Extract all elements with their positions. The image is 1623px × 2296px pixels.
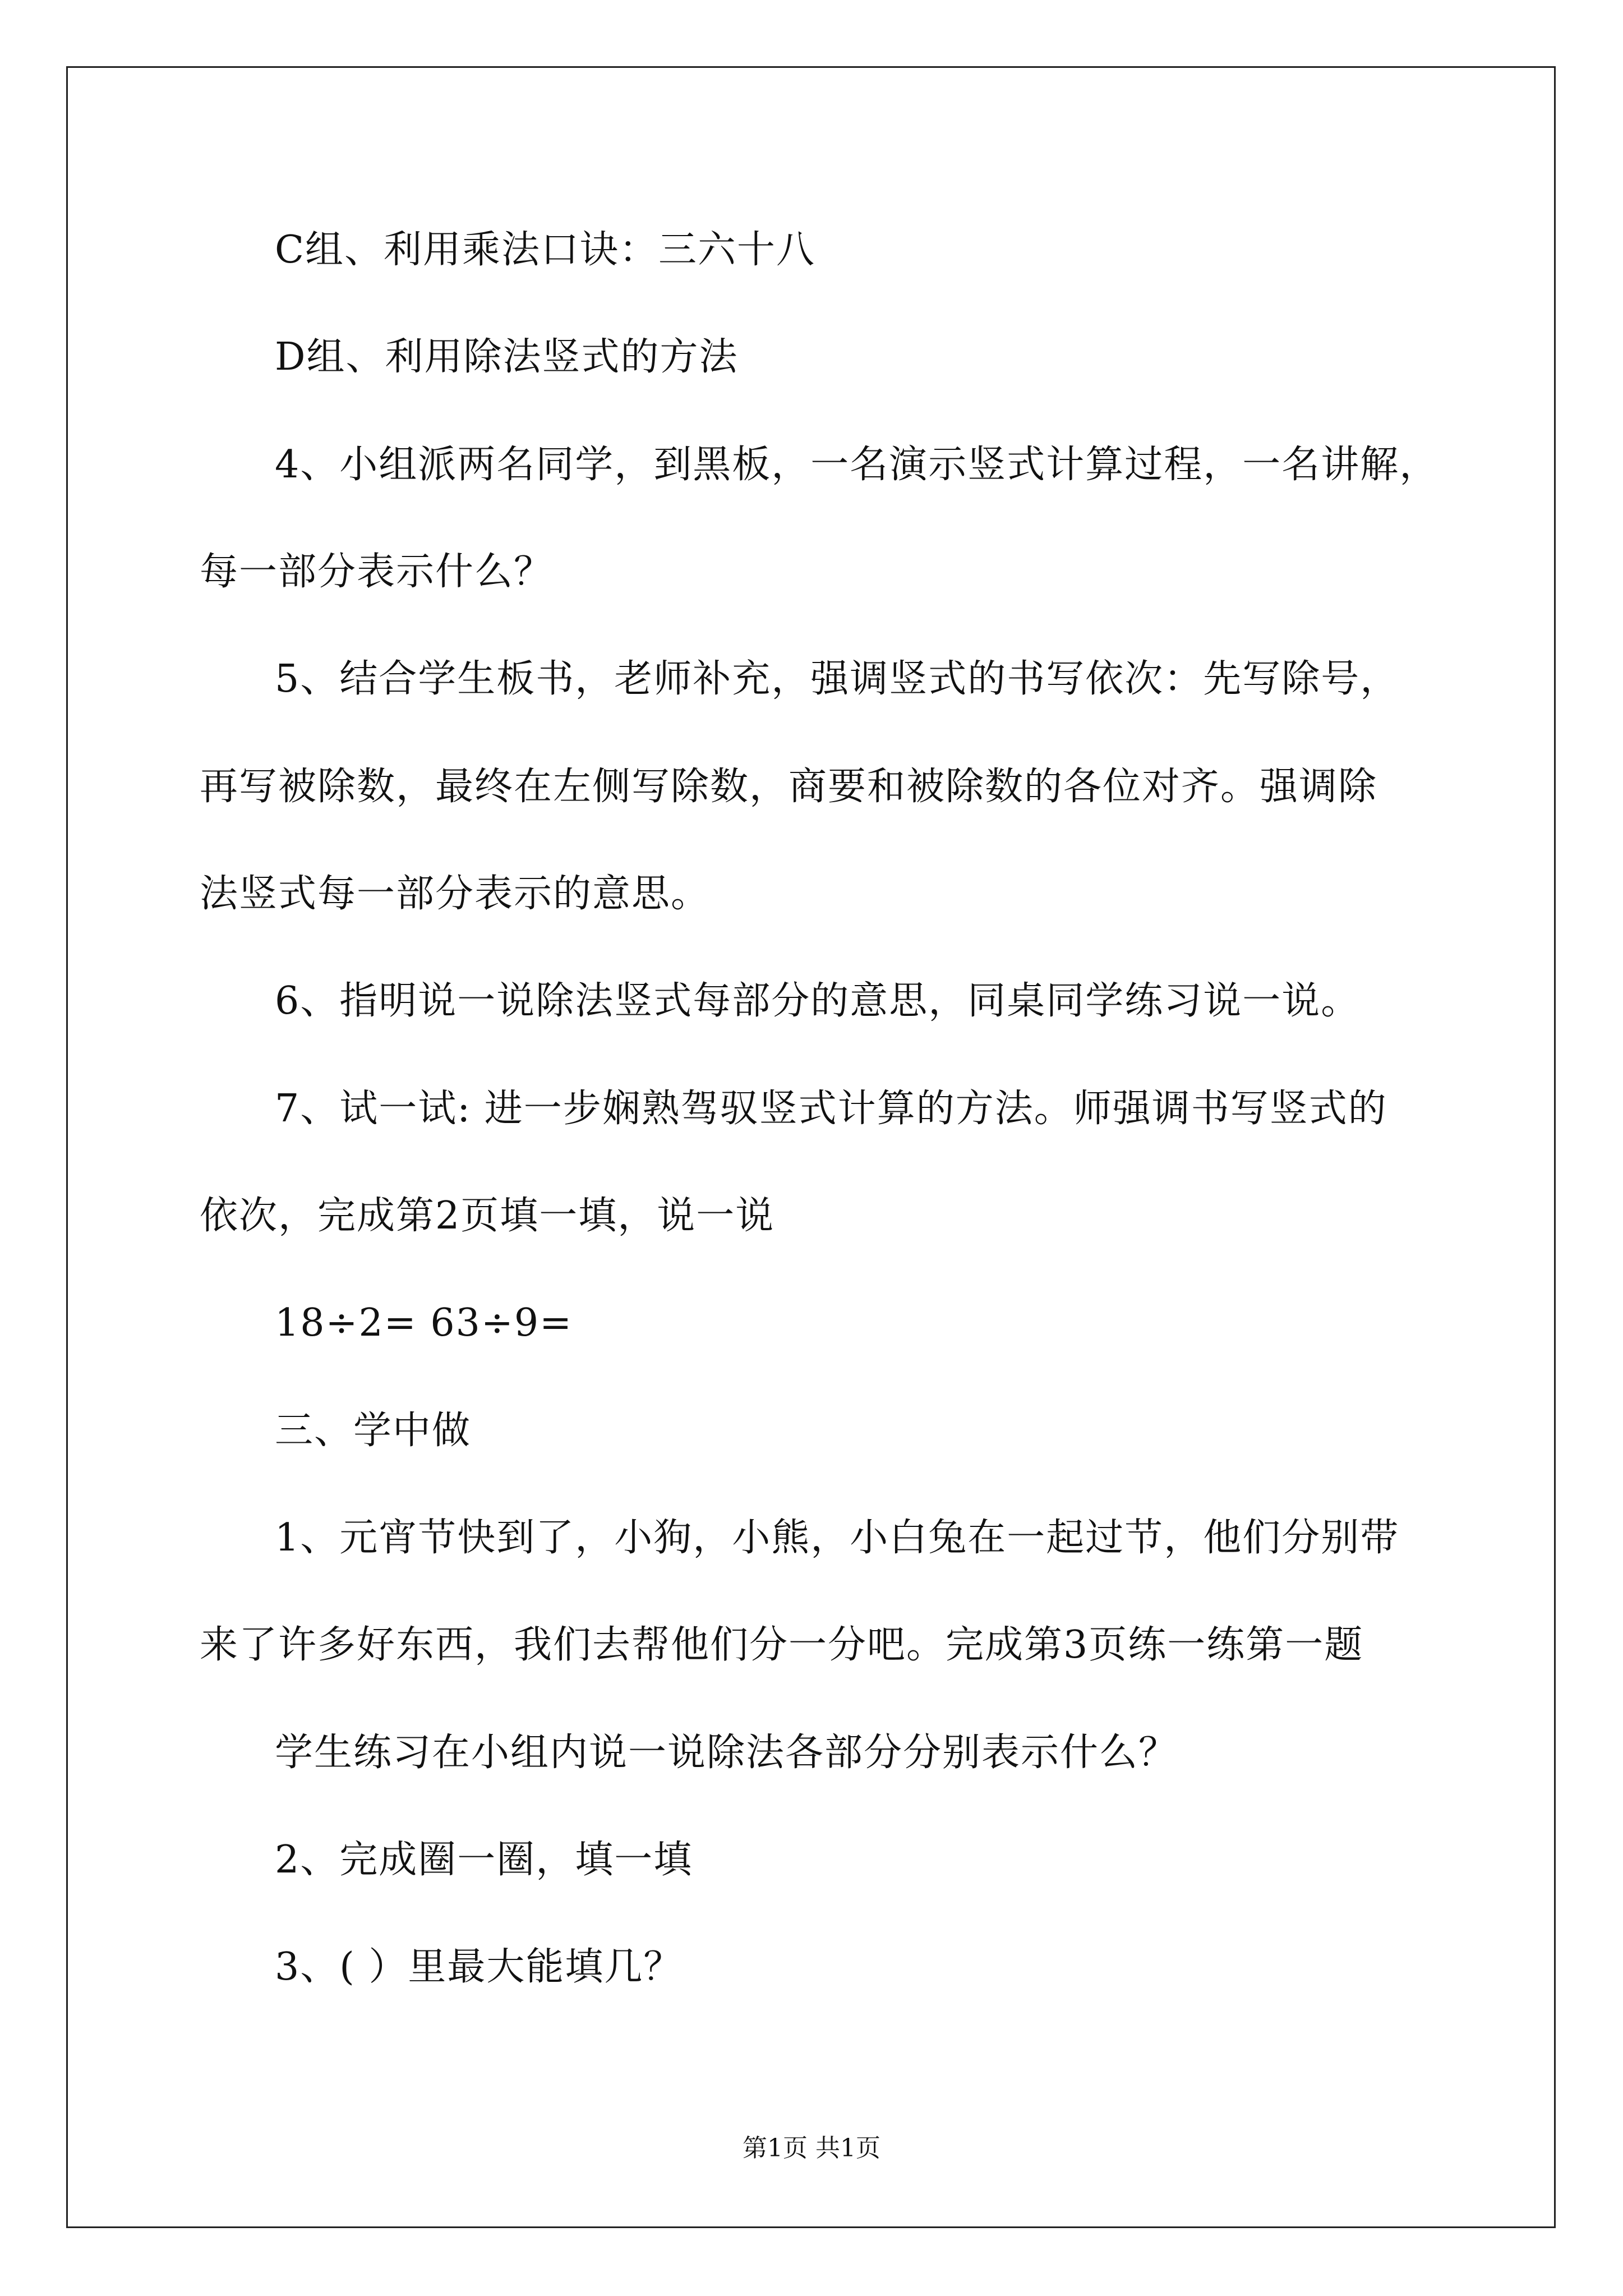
text-line-equations: 18÷2= 63÷9= [275,1301,573,1345]
text-line-item-4-cont: 每一部分表示什么？ [200,550,554,594]
text-line-item-6: 6、指明说一说除法竖式每部分的意思，同桌同学练习说一说。 [275,979,1361,1023]
text-line-item-7-cont: 依次，完成第2页填一填，说一说 [200,1194,775,1238]
text-line-task-3: 3、( ）里最大能填几？ [275,1945,683,1989]
text-line-task-1: 1、元宵节快到了，小狗，小熊，小白兔在一起过节，他们分别带 [275,1516,1400,1560]
text-line-task-1-cont: 来了许多好东西，我们去帮他们分一分吧。完成第3页练一练第一题 [200,1623,1364,1667]
text-line-item-7: 7、试一试: 进一步娴熟驾驭竖式计算的方法。师强调书写竖式的 [275,1087,1387,1131]
text-line-task-2: 2、完成圈一圈，填一填 [275,1838,693,1882]
text-line-group-c: C组、利用乘法口诀：三六十八 [275,228,816,272]
text-line-item-5: 5、结合学生板书，老师补充，强调竖式的书写依次：先写除号， [275,657,1400,701]
text-line-item-5-cont-2: 法竖式每一部分表示的意思。 [200,872,711,916]
page-footer: 第1页 共1页 [743,2134,880,2162]
text-line-group-d: D组、利用除法竖式的方法 [275,335,739,379]
text-line-practice: 学生练习在小组内说一说除法各部分分别表示什么？ [275,1731,1178,1775]
section-heading-3: 三、学中做 [275,1409,472,1453]
text-line-item-4: 4、小组派两名同学，到黑板，一名演示竖式计算过程，一名讲解， [275,443,1439,487]
text-line-item-5-cont-1: 再写被除数，最终在左侧写除数，商要和被除数的各位对齐。强调除 [200,765,1378,809]
